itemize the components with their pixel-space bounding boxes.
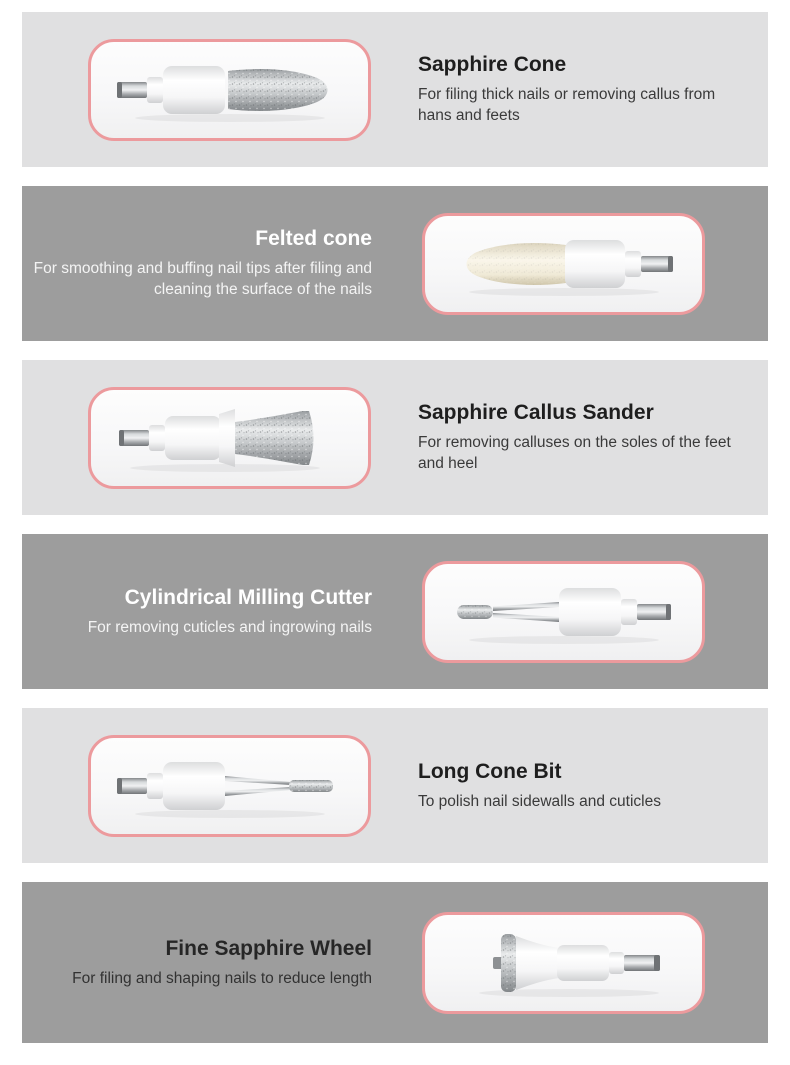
sapphire-cone-image — [105, 54, 355, 126]
section-text-block — [27, 227, 372, 300]
product-image-card — [422, 912, 705, 1014]
section-sapphire-callus-sander — [22, 360, 768, 515]
section-title: Cylindrical Milling Cutter — [124, 585, 372, 609]
product-image-card — [422, 561, 705, 663]
section-long-cone-bit — [22, 708, 768, 863]
cylindrical-milling-cutter-image — [439, 576, 689, 648]
section-text-block — [418, 53, 748, 126]
section-title: Sapphire Cone — [418, 53, 567, 76]
section-description: For removing calluses on the soles of the feet and heel — [418, 434, 731, 472]
product-image-card — [88, 387, 371, 489]
section-text-block — [418, 401, 748, 474]
section-fine-sapphire-wheel — [22, 882, 768, 1043]
product-image-card — [88, 39, 371, 141]
section-cylindrical-milling-cutter — [22, 534, 768, 689]
fine-sapphire-wheel-image — [439, 927, 689, 999]
section-text-block — [418, 760, 748, 812]
section-sapphire-cone — [22, 12, 768, 167]
sapphire-callus-sander-image — [105, 402, 355, 474]
product-image-card — [422, 213, 705, 315]
section-text-block — [27, 937, 372, 989]
section-title: Long Cone Bit — [418, 759, 562, 783]
section-title: Sapphire Callus Sander — [418, 401, 654, 424]
section-title: Felted cone — [255, 227, 372, 250]
felted-cone-image — [439, 228, 689, 300]
product-image-card — [88, 735, 371, 837]
section-description: For filing and shaping nails to reduce length — [72, 969, 372, 987]
section-description: To polish nail sidewalls and cuticles — [418, 792, 661, 810]
section-text-block — [27, 586, 372, 638]
section-title: Fine Sapphire Wheel — [165, 936, 372, 960]
section-felted-cone — [22, 186, 768, 341]
section-description: For smoothing and buffing nail tips after filing and cleaning the surface of the nails — [33, 260, 372, 298]
long-cone-bit-image — [105, 750, 355, 822]
section-description: For removing cuticles and ingrowing nails — [87, 618, 372, 636]
section-description: For filing thick nails or removing callus from hans and feets — [418, 86, 716, 124]
